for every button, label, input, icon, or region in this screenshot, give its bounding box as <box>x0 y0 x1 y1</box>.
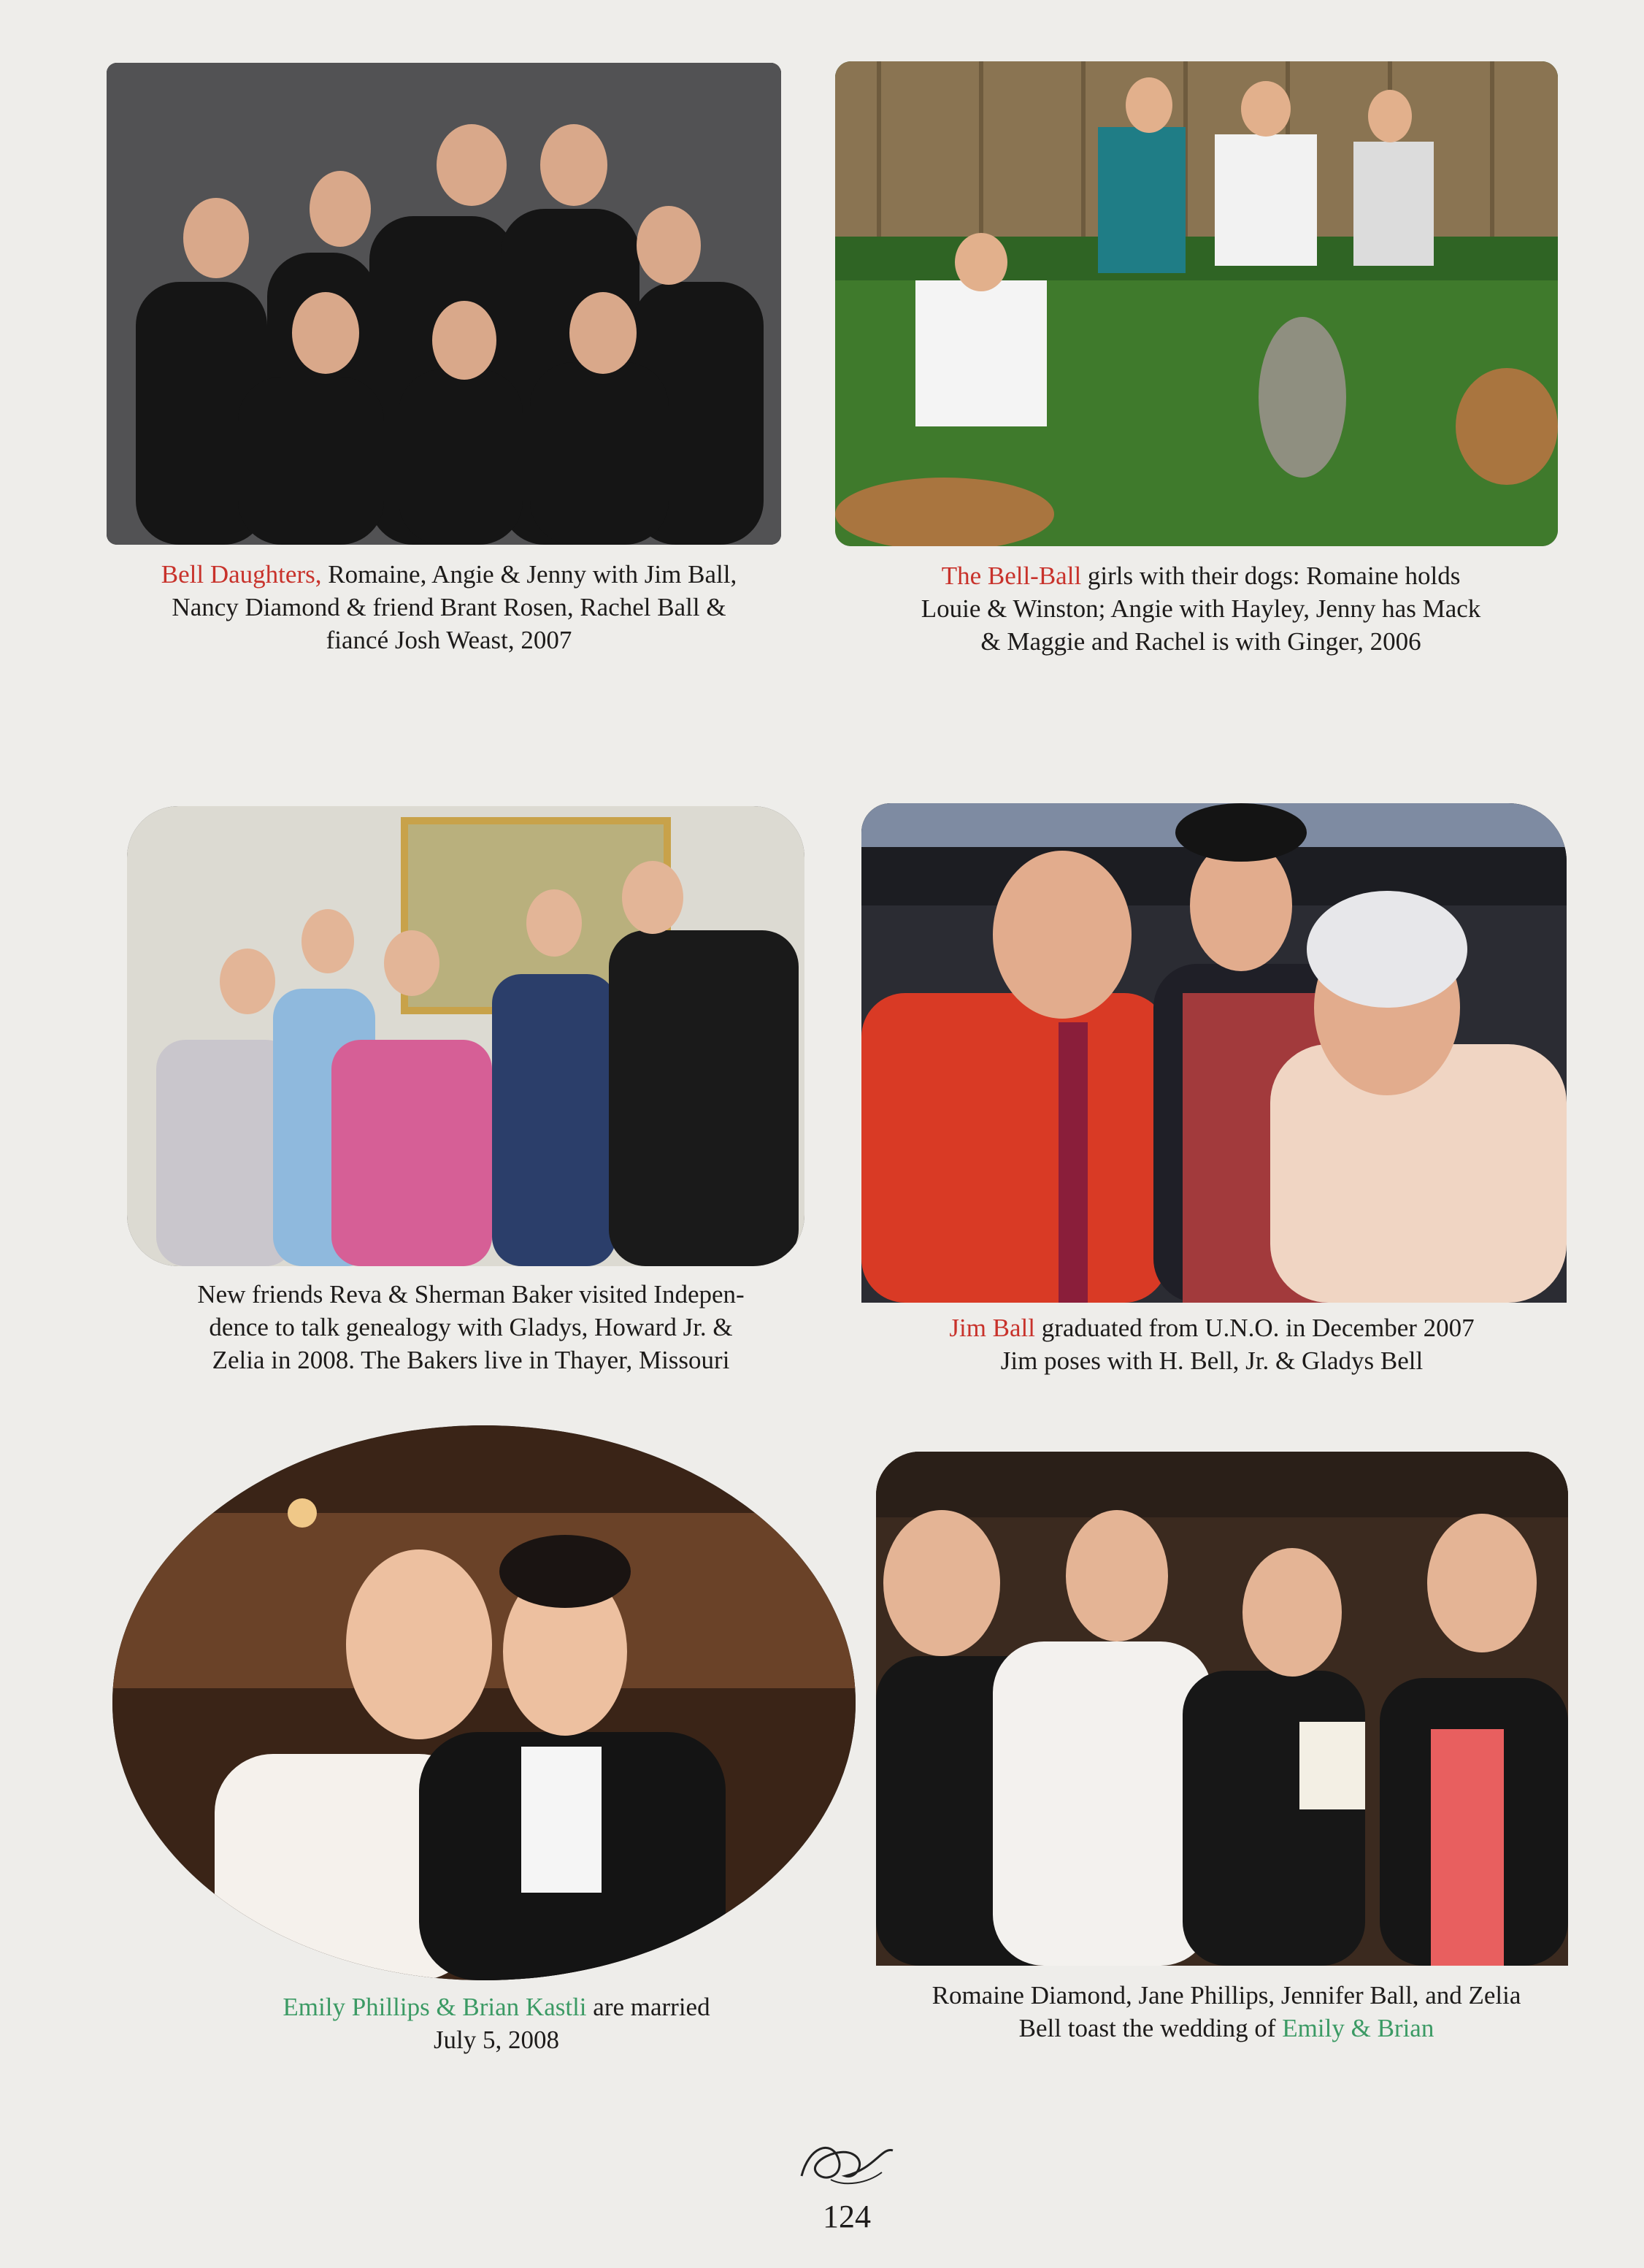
caption-girls-with-dogs <box>840 559 1562 658</box>
caption-text: Louie & Winston; Angie with Hayley, Jenny has Mack <box>921 594 1481 623</box>
monogram-logo <box>787 2132 904 2191</box>
photo-new-friends <box>127 806 804 1266</box>
caption-wedding-couple <box>168 1991 825 2056</box>
caption-text: Emily & Brian <box>1282 2014 1434 2042</box>
caption-text: New friends Reva & Sherman Baker visited Indepen- <box>197 1280 745 1309</box>
caption-text: The Bell-Ball <box>941 562 1082 590</box>
caption-text: girls with their dogs: Romaine holds <box>1081 562 1461 590</box>
caption-text: July 5, 2008 <box>433 2026 560 2054</box>
caption-wedding-toast <box>876 1979 1577 2045</box>
caption-graduation <box>861 1311 1562 1377</box>
caption-text: Romaine Diamond, Jane Phillips, Jennifer Ball, and Zelia <box>932 1981 1521 2010</box>
page-number: 124 <box>823 2199 871 2234</box>
caption-text: Emily Phillips & Brian Kastli <box>283 1993 587 2021</box>
photo-wedding-couple <box>112 1425 856 1980</box>
caption-text: Bell toast the wedding of <box>1018 2014 1283 2042</box>
caption-text: Jim Ball <box>949 1314 1036 1342</box>
photo-family-group <box>107 63 781 545</box>
photo-wedding-toast <box>876 1452 1568 1966</box>
caption-text: dence to talk genealogy with Gladys, Howard Jr. & <box>209 1313 733 1341</box>
caption-text: are married <box>586 1993 710 2021</box>
caption-text: Romaine, Angie & Jenny with Jim Ball, <box>321 560 737 589</box>
caption-text: graduated from U.N.O. in December 2007 <box>1035 1314 1475 1342</box>
caption-text: Nancy Diamond & friend Brant Rosen, Rachel Ball & <box>172 593 726 621</box>
photo-girls-with-dogs <box>835 61 1558 546</box>
caption-text: Jim poses with H. Bell, Jr. & Gladys Bell <box>1000 1346 1424 1375</box>
caption-family-group <box>88 558 810 656</box>
caption-new-friends <box>131 1278 810 1376</box>
caption-text: fiancé Josh Weast, 2007 <box>326 626 572 654</box>
photo-graduation <box>861 803 1567 1303</box>
caption-text: & Maggie and Rachel is with Ginger, 2006 <box>980 627 1421 656</box>
caption-text: Zelia in 2008. The Bakers live in Thayer, Missouri <box>212 1346 730 1374</box>
caption-text: Bell Daughters, <box>161 560 322 589</box>
